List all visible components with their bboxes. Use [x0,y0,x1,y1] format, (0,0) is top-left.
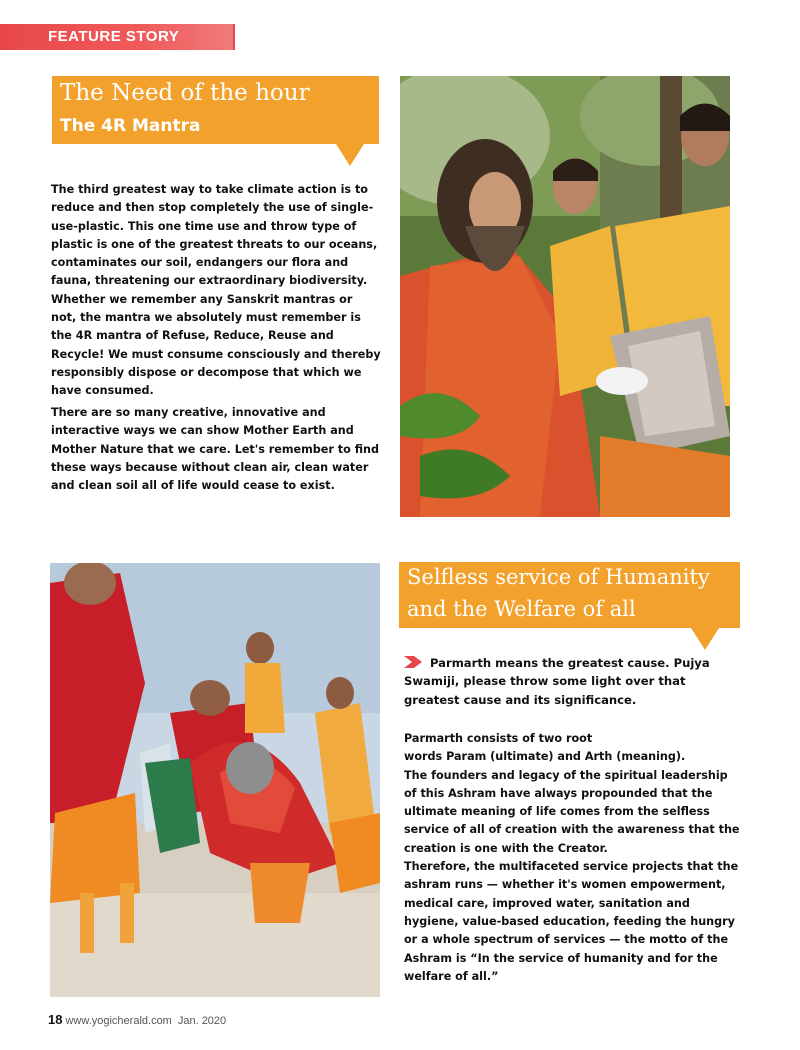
answer-line: Parmarth consists of two root [404,732,593,745]
answer-line: The founders and legacy of the spiritual leadership of this Ashram have always propounded that the ultimate meaning of life comes from the selfless service of all of creation with the awareness that the creation is one with the Creator. [404,768,740,855]
answer-line: words Param (ultimate) and Arth (meaning). [404,750,686,764]
section-tag [0,24,233,50]
chevron-right-icon [404,656,426,668]
page-footer [48,1011,226,1029]
photo-beach-cleanup-image [50,563,380,997]
article2-banner [399,562,740,628]
article2-title-line1: Selfless service of Humanity [407,565,710,589]
answer-line: Therefore, the multifaceted service projects that the ashram runs — whether it's women empowerment, medical care, improved water, sanitation and hygiene, value-based education, feeding the hungry or a whole spectrum of services — the motto of the Ashram is “In the service of humanity and for the welfare of all.” [404,860,739,983]
footer-date: Jan. 2020 [177,1015,227,1027]
photo-plastic-cleanup [400,76,730,517]
photo-plastic-cleanup-image [400,76,730,517]
article1-subtitle: The 4R Mantra [60,116,201,136]
banner-pointer [336,144,364,166]
footer-website: www.yogicherald.com [65,1015,172,1027]
article1-title: The Need of the hour [60,80,310,106]
article2-question [404,654,740,709]
article2-question-text: Parmarth means the greatest cause. Pujya Swamiji, please throw some light over that greatest cause and its significance. [404,656,710,707]
article1-paragraph-1: The third greatest way to take climate action is to reduce and then stop completely the use of single-use-plastic. This one time use and throw type of plastic is one of the greatest threats to our oceans, contaminates our soil, endangers our flora and fauna, threatening our extraordinary biodiversity. Whether we remember any Sanskrit mantras or not, the mantra we absolutely must remember is the 4R mantra of Refuse, Reduce, Reuse and Recycle! We must consume consciously and thereby responsibly dispose or decompose that which we have consumed. [51,183,381,398]
article1-paragraph-2: There are so many creative, innovative and interactive ways we can show Mother Earth and Mother Nature that we care. Let's remember to find these ways because without clean air, clean water and clean soil all of life would cease to exist. [51,406,379,493]
article2-title-line2: and the Welfare of all [407,597,636,621]
article2-answer [404,730,740,986]
page-number: 18 [48,1012,63,1027]
banner-pointer [691,628,719,650]
article1-banner [52,76,379,144]
section-tag-label: FEATURE STORY [48,28,180,45]
section-tag-rule [233,24,235,50]
photo-beach-cleanup [50,563,380,997]
